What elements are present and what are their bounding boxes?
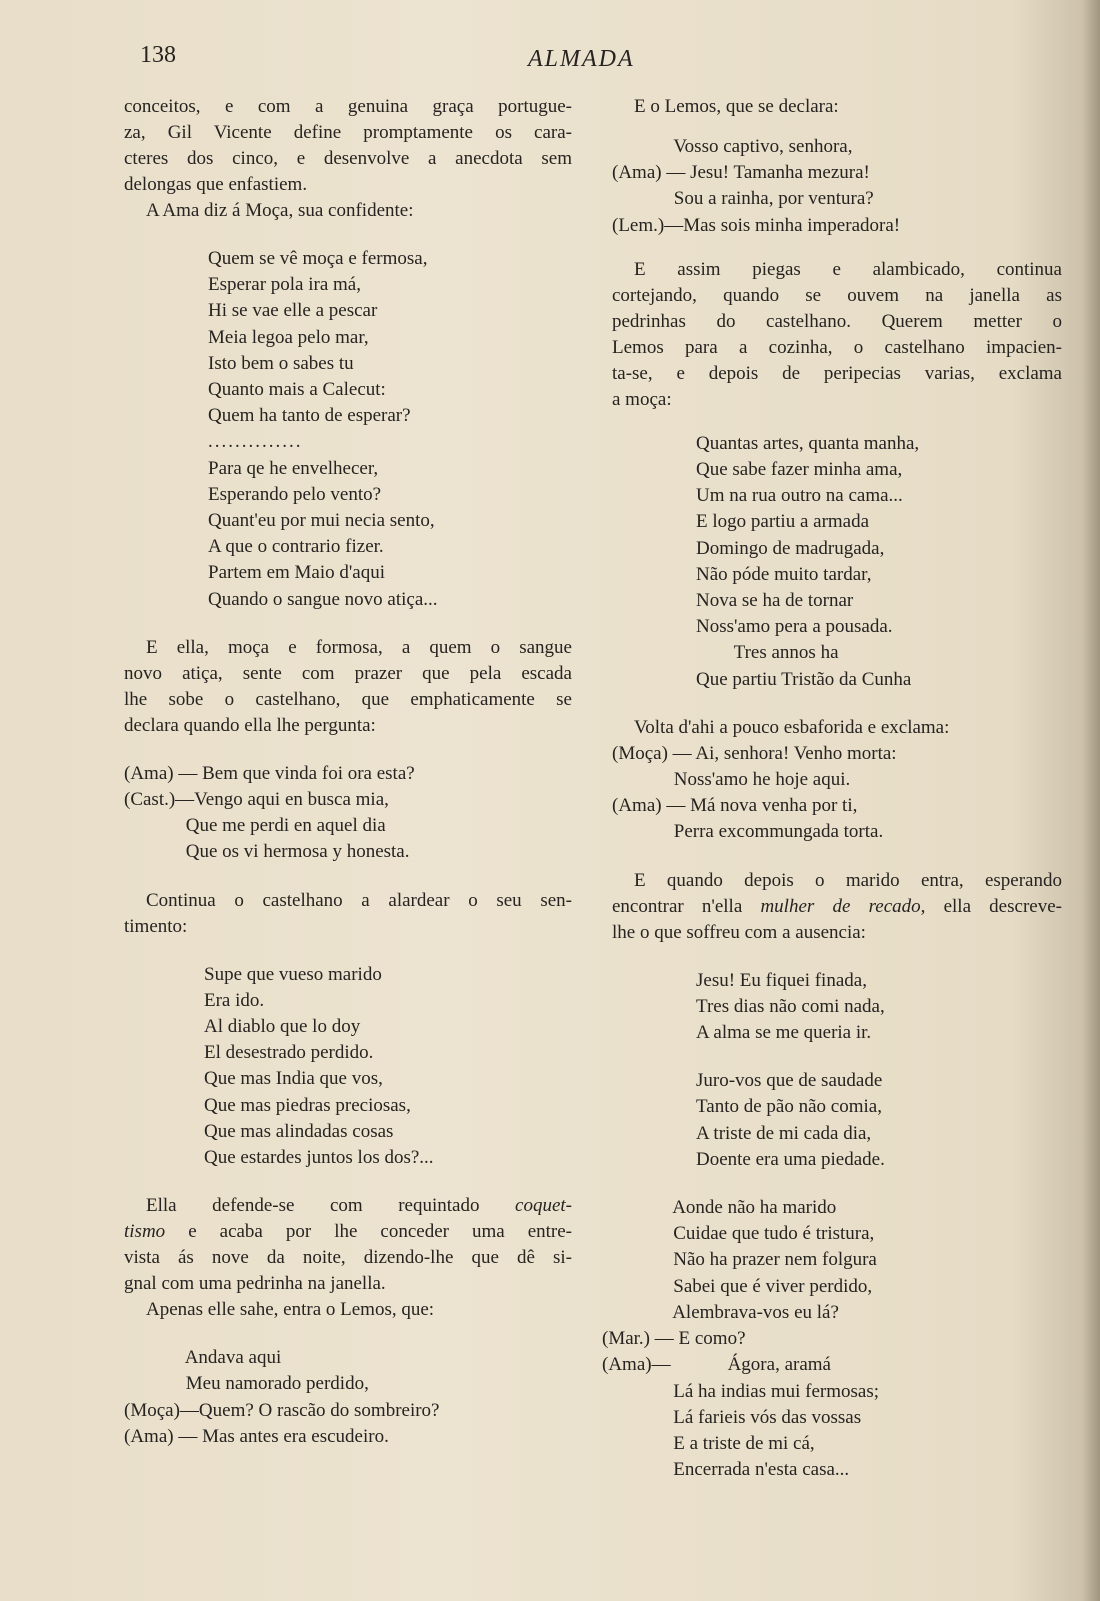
verse-line: Hi se vae elle a pescar [208, 300, 378, 322]
paragraph [612, 715, 1062, 741]
verse-block [124, 246, 572, 613]
verse-line: (Ama) — Bem que vinda foi ora esta? [124, 762, 415, 784]
verse-line: Perra excommungada torta. [612, 821, 884, 843]
verse-line: Quantas artes, quanta manha, [696, 432, 920, 454]
italic-word: tismo [124, 1221, 166, 1243]
verse-line: (Moça)—Quem? O rascão do sombreiro? [124, 1399, 440, 1421]
text-line: za, Gil Vicente define promptamente os cara- [124, 122, 572, 143]
verse-line: Nova se ha de tornar [696, 590, 854, 612]
verse-line: Que me perdi en aquel dia [124, 815, 386, 837]
text-line: E o Lemos, que se declara: [634, 96, 839, 117]
text-line: cortejando, quando se ouvem na janella as [612, 284, 1062, 306]
verse-line: Esperando pelo vento? [208, 483, 382, 505]
paragraph [612, 257, 1062, 413]
text-line: A Ama diz á Moça, sua confidente: [146, 200, 414, 221]
paragraph [124, 635, 572, 739]
text-line: declara quando ella lhe pergunta: [124, 714, 376, 736]
verse-line: Que partiu Tristão da Cunha [696, 668, 912, 690]
text-line: Apenas elle sahe, entra o Lemos, que: [146, 1299, 435, 1321]
verse-line: Supe que vueso marido [204, 963, 382, 985]
verse-line: (Ama)— Ágora, aramá [602, 1354, 831, 1376]
verse-line: Quant'eu por mui necia sento, [208, 510, 435, 532]
italic-phrase: mulher de recado, [760, 895, 926, 917]
verse-line: (Ama) — Mas antes era escudeiro. [124, 1425, 389, 1447]
text-line: vista ás nove da noite, dizendo-lhe que dê si- [124, 1247, 572, 1269]
verse-line: Tres annos ha [696, 642, 839, 664]
verse-line: Que os vi hermosa y honesta. [124, 841, 410, 863]
verse-line: Andava aqui [124, 1347, 282, 1369]
verse-line: Esperar pola ira má, [208, 274, 361, 296]
text-line: conceitos, e com a genuina graça portugue- [124, 96, 572, 117]
verse-line: Quanto mais a Calecut: [208, 379, 386, 401]
verse-line: Juro-vos que de saudade [696, 1070, 883, 1092]
text-line: gnal com uma pedrinha na janella. [124, 1273, 386, 1295]
verse-line: Noss'amo he hoje aqui. [612, 769, 851, 791]
page-number: 138 [140, 42, 176, 68]
verse-line: Noss'amo pera a pousada. [696, 616, 893, 638]
verse-line: Sabei que é viver perdido, [602, 1275, 873, 1297]
verse-block [612, 134, 1062, 239]
text-line: lhe sobe o castelhano, que emphaticamente se [124, 688, 572, 710]
verse-line: Tanto de pão não comia, [696, 1096, 882, 1118]
verse-line: A alma se me queria ir. [696, 1022, 872, 1044]
verse-line: Que estardes juntos los dos?... [204, 1147, 434, 1169]
verse-line: Que mas piedras preciosas, [204, 1094, 411, 1116]
page-edge-shadow [1082, 0, 1100, 1601]
paragraph [612, 868, 1062, 946]
ellipsis-line: .............. [208, 431, 303, 453]
verse-line: (Cast.)—Vengo aqui en busca mia, [124, 789, 389, 811]
verse-line: Doente era uma piedade. [696, 1148, 885, 1170]
verse-block [612, 741, 1062, 846]
verse-line: Não ha prazer nem folgura [602, 1249, 877, 1271]
verse-line: Um na rua outro na cama... [696, 485, 903, 507]
text-line: delongas que enfastiem. [124, 174, 308, 195]
verse-line: Partem em Maio d'aqui [208, 562, 386, 584]
text-line: cteres dos cinco, e desenvolve a anecdota sem [124, 148, 572, 169]
right-column [602, 94, 1062, 1505]
text-line: Continua o castelhano a alardear o seu sen- [146, 889, 572, 911]
verse-block [124, 1345, 572, 1450]
verse-line: Vosso captivo, senhora, [612, 136, 853, 157]
text-run: ella descreve- [925, 895, 1062, 917]
running-title: ALMADA [528, 46, 635, 72]
verse-line: Que mas India que vos, [204, 1068, 383, 1090]
verse-block [612, 968, 1062, 1047]
verse-line: Lá ha indias mui fermosas; [602, 1380, 880, 1402]
verse-line: Para qe he envelhecer, [208, 457, 379, 479]
text-line: timento: [124, 915, 188, 937]
verse-line: (Ama) — Má nova venha por ti, [612, 795, 858, 817]
text-line: a moça: [612, 388, 672, 410]
paragraph [124, 888, 572, 940]
text-line: E ella, moça e formosa, a quem o sangue [146, 636, 572, 658]
verse-line: (Moça) — Ai, senhora! Venho morta: [612, 742, 897, 764]
text-line: Volta d'ahi a pouco esbaforida e exclama: [634, 716, 950, 738]
verse-line: Isto bem o sabes tu [208, 352, 354, 374]
verse-line: Domingo de madrugada, [696, 537, 885, 559]
text-line: novo atiça, sente com prazer que pela escada [124, 662, 572, 684]
verse-line: A triste de mi cada dia, [696, 1122, 872, 1144]
verse-line: Que mas alindadas cosas [204, 1120, 394, 1142]
verse-line: Meia legoa pelo mar, [208, 326, 369, 348]
text-line: ta-se, e depois de peripecias varias, exclama [612, 362, 1062, 384]
verse-line: Tres dias não comi nada, [696, 995, 885, 1017]
verse-block [612, 431, 1062, 693]
verse-line: (Ama) — Jesu! Tamanha mezura! [612, 162, 870, 184]
verse-line: Meu namorado perdido, [124, 1373, 369, 1395]
verse-line: Aonde não ha marido [602, 1197, 837, 1219]
verse-line: E a triste de mi cá, [602, 1432, 815, 1454]
text-run: Ella defende-se com requintado [146, 1195, 516, 1217]
verse-line: Sou a rainha, por ventura? [612, 188, 874, 210]
verse-line: Quem se vê moça e fermosa, [208, 248, 428, 269]
verse-line: (Lem.)—Mas sois minha imperadora! [612, 214, 901, 236]
verse-line: Jesu! Eu fiquei finada, [696, 969, 867, 991]
verse-block [602, 1195, 1062, 1483]
verse-block [612, 1068, 1062, 1173]
text-line: pedrinhas do castelhano. Querem metter o [612, 310, 1062, 332]
left-column [124, 94, 572, 1472]
verse-block [124, 962, 572, 1172]
paragraph [124, 1193, 572, 1323]
text-line [612, 894, 1062, 920]
verse-line: El desestrado perdido. [204, 1042, 374, 1064]
text-run: encontrar n'ella [612, 895, 761, 917]
paragraph [612, 94, 1062, 120]
verse-block [124, 761, 572, 866]
text-line: Lemos para a cozinha, o castelhano impacien- [612, 336, 1062, 358]
verse-line: Não póde muito tardar, [696, 563, 872, 585]
verse-line: Cuidae que tudo é tristura, [602, 1223, 875, 1245]
verse-line: A que o contrario fizer. [208, 536, 384, 558]
verse-line: Al diablo que lo doy [204, 1016, 361, 1038]
text-line: lhe o que soffreu com a ausencia: [612, 921, 866, 943]
verse-line: Quando o sangue novo atiça... [208, 588, 438, 610]
verse-line: Que sabe fazer minha ama, [696, 459, 903, 481]
verse-line: (Mar.) — E como? [602, 1328, 746, 1350]
verse-line: Alembrava-vos eu lá? [602, 1301, 839, 1323]
verse-line: Encerrada n'esta casa... [602, 1459, 850, 1481]
paragraph [124, 94, 572, 224]
italic-word: coquet- [515, 1195, 572, 1217]
text-line: E assim piegas e alambicado, continua [634, 258, 1062, 280]
verse-line: Lá farieis vós das vossas [602, 1406, 862, 1428]
text-line [124, 1193, 572, 1219]
text-run: e acaba por lhe conceder uma entre- [165, 1221, 572, 1243]
verse-line: Era ido. [204, 989, 265, 1011]
text-line [124, 1219, 572, 1245]
verse-line: E logo partiu a armada [696, 511, 870, 533]
verse-line: Quem ha tanto de esperar? [208, 405, 411, 427]
text-line: E quando depois o marido entra, esperando [634, 869, 1062, 891]
